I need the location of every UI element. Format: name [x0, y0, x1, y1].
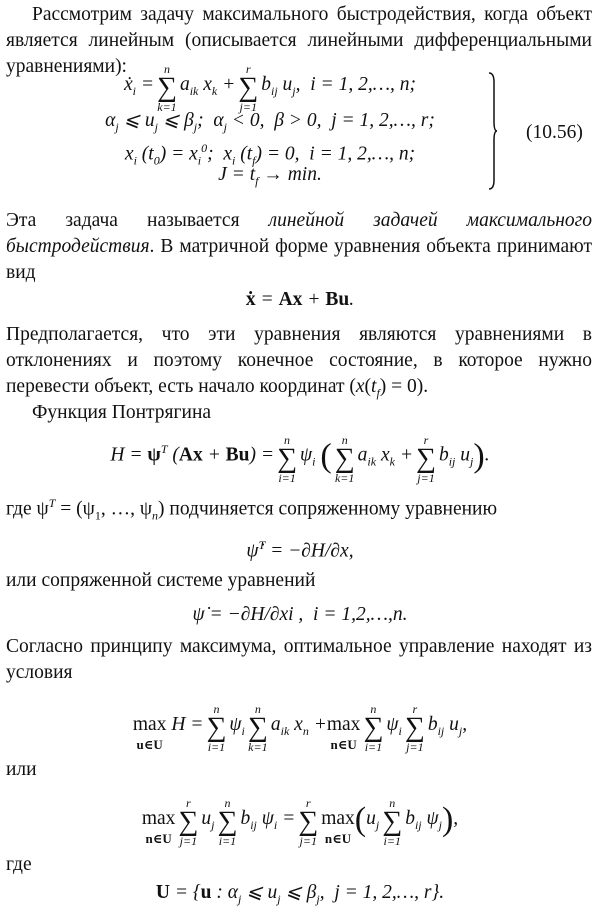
paragraph-or: или: [6, 759, 37, 780]
adjoint-equation: ψ̇$^T$ = −∂H/∂x,: [246, 538, 354, 562]
equation-system: [60, 62, 480, 189]
paragraph-adjoint-system: или сопряженной системе уравнений: [6, 570, 316, 591]
paragraph-deviations: Предполагается, что эти уравнения являются уравнениями в отклонениях и поэтому конечное состояние, в которое нужно перевести объект, есть начало координат $(x(t_f) = 0)$.: [6, 324, 592, 400]
system-row-3: $x_i$ $(t_0) = x_i^0$; $x_i$ $(t_f) = 0$, i = 1, 2,…, n;: [124, 141, 416, 168]
paragraph-maximum-principle: Согласно принципу максимума, оптимальное управление находят из условия: [6, 636, 592, 683]
text-part-a: Эта задача называется: [6, 210, 269, 231]
max-equation-1: max u∈U H = ∑ n i=1 $\psi_i$ ∑ n k=1 $a_{ik}$ $x_n +\max$ n∈U ∑ n i=1 $\psi_i$ ∑ r j=1 $b_{ij}$ $u_j$,: [132, 702, 468, 754]
paragraph-adjoint: где $\psi^T = (\psi_1$, …, $\psi_n$) подчиняется сопряженному уравнению: [6, 496, 498, 523]
system-row-4: $J = t_f \to \min$.: [218, 164, 322, 188]
text-part-c: . В матричной форме уравнения объекта принимают вид: [6, 236, 592, 283]
intro-paragraph: Рассмотрим задачу максимального быстродействия, когда объект является линейным (описывается линейными дифференциальными уравнениями):: [6, 4, 592, 77]
term-italic: линейной задачей максимального быстродействия: [6, 210, 592, 257]
right-brace-icon: [488, 72, 498, 190]
max-equation-2: max n∈U ∑ r j=1 $u_j$ ∑ n i=1 $b_{ij}$ $\psi_i$ = ∑ r j=1 max n∈U ($u_j$ ∑ n i=1 $b_{ij}$ $\psi_j$),: [141, 796, 459, 848]
set-u-definition: U = {u : $\alpha_j$ ⩽ $u_j$ ⩽ $\beta_j$, j = 1, 2,…, r}.: [155, 882, 445, 906]
hamiltonian-equation: $H = \psi^T$ (Ax + Bu) = ∑ n i=1 $\psi_i$ ( ∑ n k=1 $a_{ik}$ $x_k$ + ∑ r j=1 $b_{ij}$ $u_j$).: [110, 432, 490, 485]
system-row-2: $\alpha_j$ ⩽ $u_j$ ⩽ $\beta_j$; $\alpha_j < 0$, β > 0, j = 1, 2,…, r;: [105, 110, 435, 134]
matrix-equation: ẋ = Ax + Bu.: [245, 289, 355, 310]
heading-pontryagin: Функция Понтрягина: [32, 402, 212, 423]
equation-number: (10.56): [526, 122, 583, 143]
adjoint-system-equation: ψ̇ = −∂H/∂xi , i = 1,2,…,n.: [192, 604, 408, 625]
paragraph-where: где: [6, 854, 32, 875]
system-row-1: $ẋ_i$ = ∑ n k=1 $a_{ik}$ $x_k$ + ∑ r j=1 $b_{ij}$ $u_j$, i = 1, 2,…, n;: [123, 62, 417, 114]
paragraph-linear-task: [6, 208, 592, 286]
